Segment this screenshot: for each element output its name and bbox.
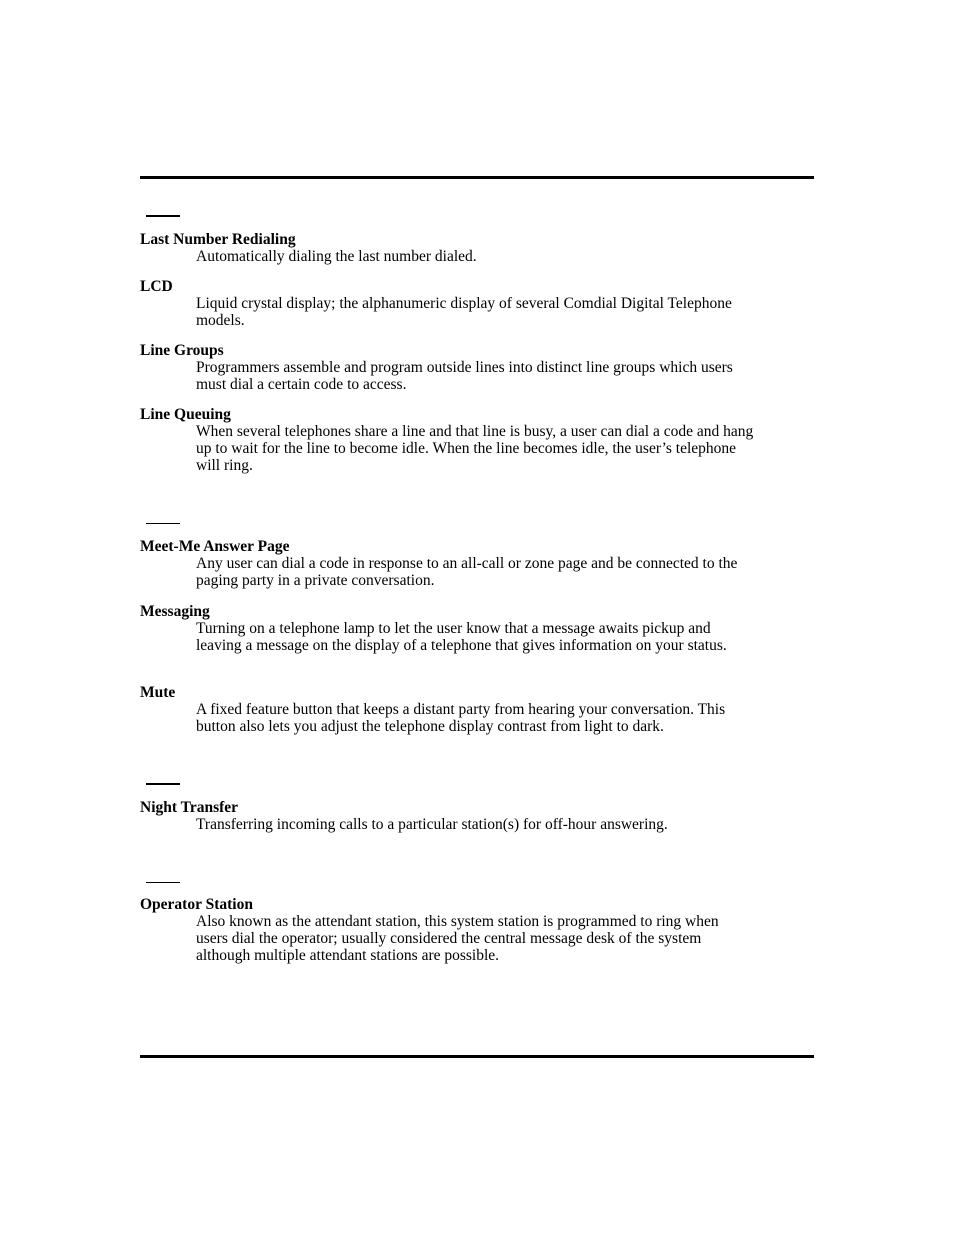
section-marker-n <box>146 783 180 785</box>
section-marker-o <box>146 882 180 883</box>
top-rule <box>140 176 814 179</box>
definition: Also known as the attendant station, this system station is programmed to ring when users dial the operator; usually considered the central message desk of the system although multiple attendant stations are possible. <box>196 913 719 964</box>
glossary-entry-line-groups <box>140 342 780 393</box>
glossary-entry-meet-me-answer-page <box>140 538 780 589</box>
definition: Liquid crystal display; the alphanumeric display of several Comdial Digital Telephone models. <box>196 295 732 329</box>
definition: Transferring incoming calls to a particular station(s) for off-hour answering. <box>196 816 668 833</box>
term: LCD <box>140 278 173 295</box>
section-marker-m <box>146 523 180 524</box>
term: Line Queuing <box>140 406 231 423</box>
term: Last Number Redialing <box>140 231 296 248</box>
glossary-entry-night-transfer <box>140 799 780 833</box>
glossary-entry-operator-station <box>140 896 780 964</box>
glossary-entry-messaging <box>140 603 780 654</box>
glossary-entry-mute <box>140 684 780 735</box>
term: Meet-Me Answer Page <box>140 538 290 555</box>
glossary-entry-last-number-redialing <box>140 231 780 265</box>
definition: Any user can dial a code in response to an all-call or zone page and be connected to the paging party in a private conversation. <box>196 555 738 589</box>
glossary-entry-line-queuing <box>140 406 780 474</box>
definition: A fixed feature button that keeps a distant party from hearing your conversation. This button also lets you adjust the telephone display contrast from light to dark. <box>196 701 726 735</box>
term: Messaging <box>140 603 210 620</box>
definition: Programmers assemble and program outside lines into distinct line groups which users must dial a certain code to access. <box>196 359 733 393</box>
term: Night Transfer <box>140 799 239 816</box>
definition: Turning on a telephone lamp to let the user know that a message awaits pickup and leaving a message on the display of a telephone that gives information on your status. <box>196 620 727 654</box>
term: Mute <box>140 684 176 701</box>
bottom-rule <box>140 1055 814 1058</box>
section-marker-l <box>146 215 180 217</box>
definition: When several telephones share a line and that line is busy, a user can dial a code and hang up to wait for the line to become idle. When the line becomes idle, the user’s telephone will ring. <box>196 423 754 474</box>
term: Operator Station <box>140 896 253 913</box>
term: Line Groups <box>140 342 224 359</box>
definition: Automatically dialing the last number dialed. <box>196 248 477 265</box>
glossary-entry-lcd <box>140 278 780 329</box>
